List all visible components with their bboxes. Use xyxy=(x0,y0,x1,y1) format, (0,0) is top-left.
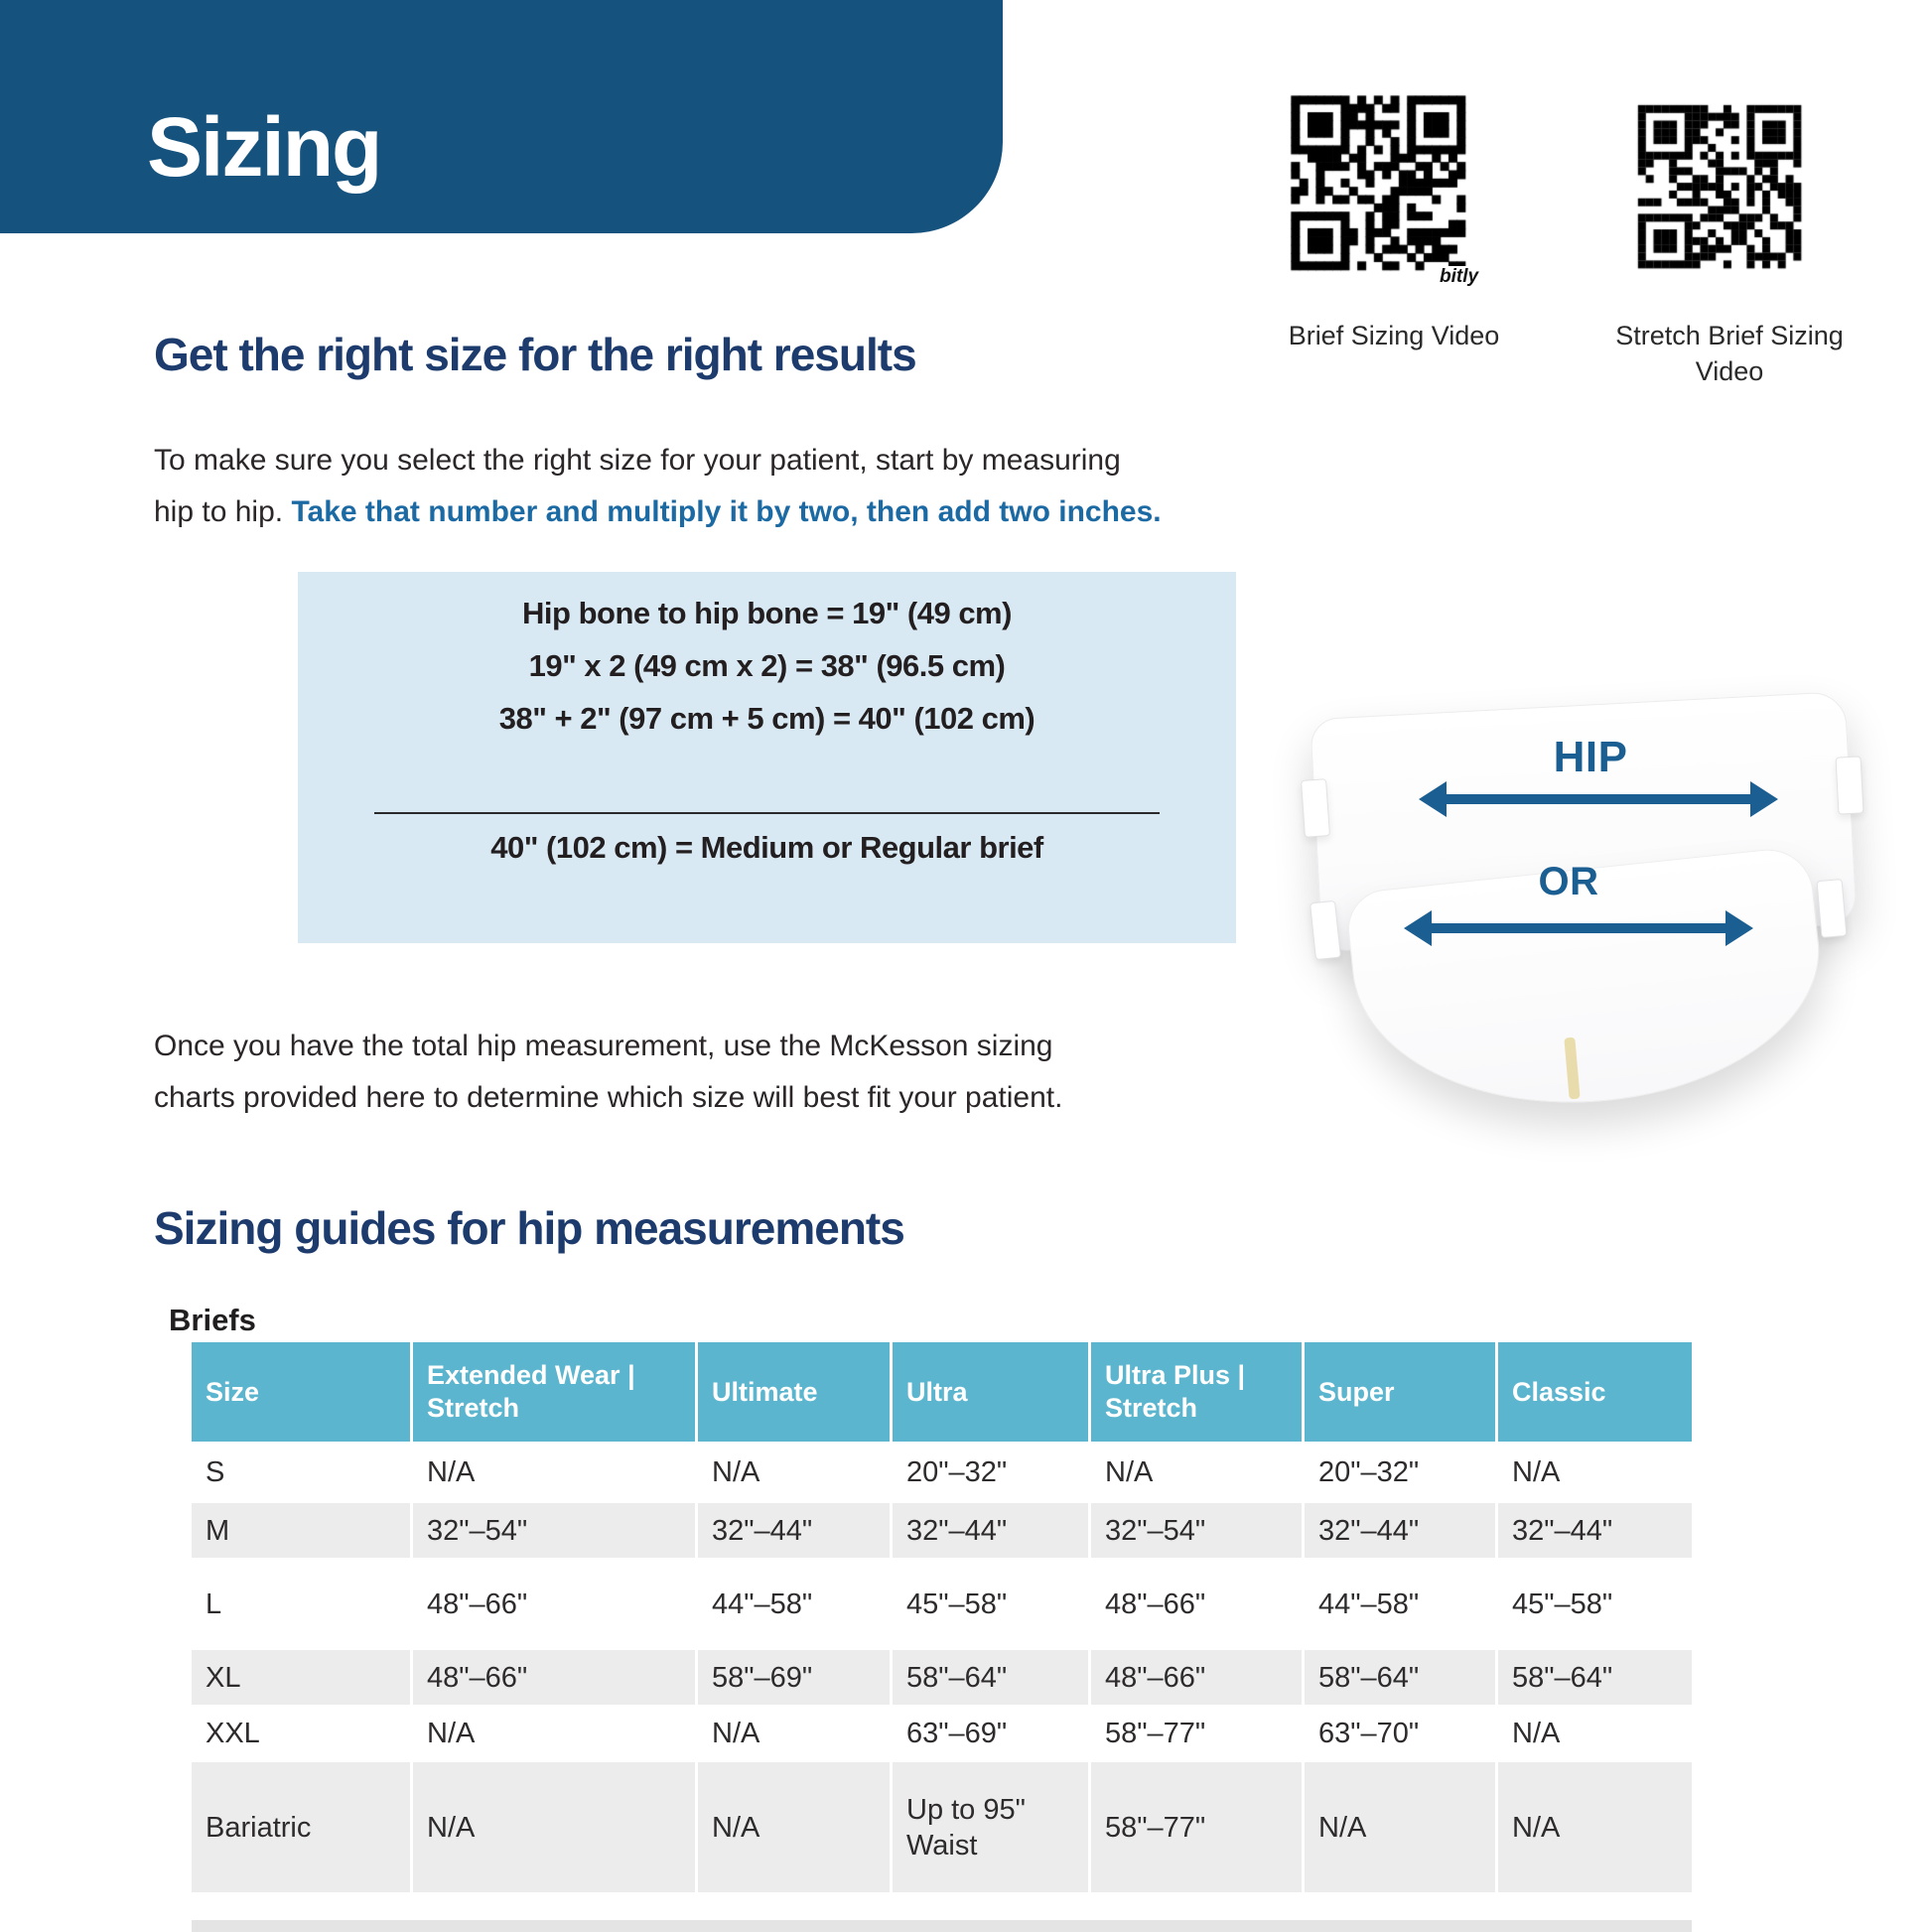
hip-label: HIP xyxy=(1553,733,1628,781)
column-header: Ultra Plus | Stretch xyxy=(1091,1342,1302,1442)
qr-code-brief-sizing-video xyxy=(1283,87,1473,278)
qr-label-stretch-brief-sizing xyxy=(1571,318,1888,389)
table-cell: 48"–66" xyxy=(413,1560,695,1648)
table-cell: 58"–64" xyxy=(893,1650,1088,1705)
or-label: OR xyxy=(1538,860,1599,903)
table-cell: 32"–44" xyxy=(893,1503,1088,1558)
column-header: Extended Wear | Stretch xyxy=(413,1342,695,1442)
calculation-example-box xyxy=(298,572,1236,943)
calc-divider-line xyxy=(374,812,1160,814)
size-cell: M xyxy=(192,1503,410,1558)
bitly-logo: bitly xyxy=(1440,266,1479,287)
column-header: Super xyxy=(1305,1342,1495,1442)
next-table-row-partial xyxy=(192,1920,1692,1932)
column-header: Ultimate xyxy=(698,1342,890,1442)
hip-arrow xyxy=(1445,794,1752,804)
table-cell: 32"–54" xyxy=(1091,1503,1302,1558)
size-cell: XL xyxy=(192,1650,410,1705)
table-cell: 32"–44" xyxy=(698,1503,890,1558)
brief-measurement-diagram xyxy=(1301,685,1876,1112)
size-cell: XXL xyxy=(192,1707,410,1760)
table-cell: 48"–66" xyxy=(413,1650,695,1705)
table-cell: 44"–58" xyxy=(698,1560,890,1648)
table-cell: N/A xyxy=(1498,1444,1692,1501)
calc-line-1: Hip bone to hip bone = 19" (49 cm) xyxy=(522,596,1012,630)
column-header: Size xyxy=(192,1342,410,1442)
table-cell: 44"–58" xyxy=(1305,1560,1495,1648)
outro-line1: Once you have the total hip measurement, use the McKesson sizing xyxy=(154,1030,1053,1062)
table-cell: 45"–58" xyxy=(893,1560,1088,1648)
qr-code-stretch-brief-sizing-video xyxy=(1630,97,1809,276)
table-cell: 58"–64" xyxy=(1305,1650,1495,1705)
table-cell: 20"–32" xyxy=(1305,1444,1495,1501)
brief-tab-left-upper xyxy=(1301,778,1330,838)
table-cell: N/A xyxy=(698,1707,890,1760)
qr-label-brief-sizing: Brief Sizing Video xyxy=(1288,321,1500,350)
table-cell: 58"–77" xyxy=(1091,1707,1302,1760)
table-cell: N/A xyxy=(1305,1762,1495,1892)
column-header: Ultra xyxy=(893,1342,1088,1442)
calculation-lines xyxy=(298,598,1236,756)
qr-label-line2: Video xyxy=(1695,356,1764,386)
size-cell: S xyxy=(192,1444,410,1501)
table-cell: 48"–66" xyxy=(1091,1650,1302,1705)
table-cell: 58"–64" xyxy=(1498,1650,1692,1705)
table-cell: 45"–58" xyxy=(1498,1560,1692,1648)
outro-paragraph xyxy=(154,1021,1206,1124)
table-cell: N/A xyxy=(413,1707,695,1760)
briefs-sizing-table xyxy=(192,1342,1692,1892)
table-cell: N/A xyxy=(698,1444,890,1501)
brief-tab-right-lower xyxy=(1817,879,1848,938)
table-cell: 58"–69" xyxy=(698,1650,890,1705)
table-cell: N/A xyxy=(1498,1707,1692,1760)
table-cell: 32"–54" xyxy=(413,1503,695,1558)
calc-result-line: 40" (102 cm) = Medium or Regular brief xyxy=(490,830,1043,865)
section-heading-right-size: Get the right size for the right results xyxy=(154,329,916,380)
intro-line2: hip to hip. Take that number and multiply it by two, then add two inches. xyxy=(154,495,1162,528)
outro-line2: charts provided here to determine which size will best fit your patient. xyxy=(154,1081,1063,1114)
table-cell: 20"–32" xyxy=(893,1444,1088,1501)
table-cell: 32"–44" xyxy=(1498,1503,1692,1558)
table-cell: 63"–69" xyxy=(893,1707,1088,1760)
or-arrow xyxy=(1430,923,1727,933)
table-cell: N/A xyxy=(413,1762,695,1892)
table-cell: N/A xyxy=(1498,1762,1692,1892)
section-heading-sizing-guides: Sizing guides for hip measurements xyxy=(154,1202,904,1254)
table-cell: N/A xyxy=(413,1444,695,1501)
size-cell: Bariatric xyxy=(192,1762,410,1892)
intro-bold-instruction: Take that number and multiply it by two, then add two inches. xyxy=(291,495,1162,528)
calc-line-3: 38" + 2" (97 cm + 5 cm) = 40" (102 cm) xyxy=(498,701,1035,736)
brief-tab-right-upper xyxy=(1836,756,1864,814)
qr-label-line1: Stretch Brief Sizing xyxy=(1615,321,1844,350)
size-cell: L xyxy=(192,1560,410,1648)
table-cell: 58"–77" xyxy=(1091,1762,1302,1892)
table-cell: 48"–66" xyxy=(1091,1560,1302,1648)
table-cell: N/A xyxy=(1091,1444,1302,1501)
column-header: Classic xyxy=(1498,1342,1692,1442)
intro-line1: To make sure you select the right size for your patient, start by measuring xyxy=(154,444,1121,477)
table-label-briefs: Briefs xyxy=(169,1303,256,1337)
table-cell: Up to 95" Waist xyxy=(893,1762,1088,1892)
table-cell: 32"–44" xyxy=(1305,1503,1495,1558)
intro-paragraph xyxy=(154,435,1206,538)
calc-line-2: 19" x 2 (49 cm x 2) = 38" (96.5 cm) xyxy=(528,648,1006,683)
page-title: Sizing xyxy=(147,100,381,194)
result-size-medium: Medium xyxy=(700,830,814,865)
table-cell: N/A xyxy=(698,1762,890,1892)
table-cell: 63"–70" xyxy=(1305,1707,1495,1760)
result-size-regular: Regular xyxy=(860,830,971,865)
